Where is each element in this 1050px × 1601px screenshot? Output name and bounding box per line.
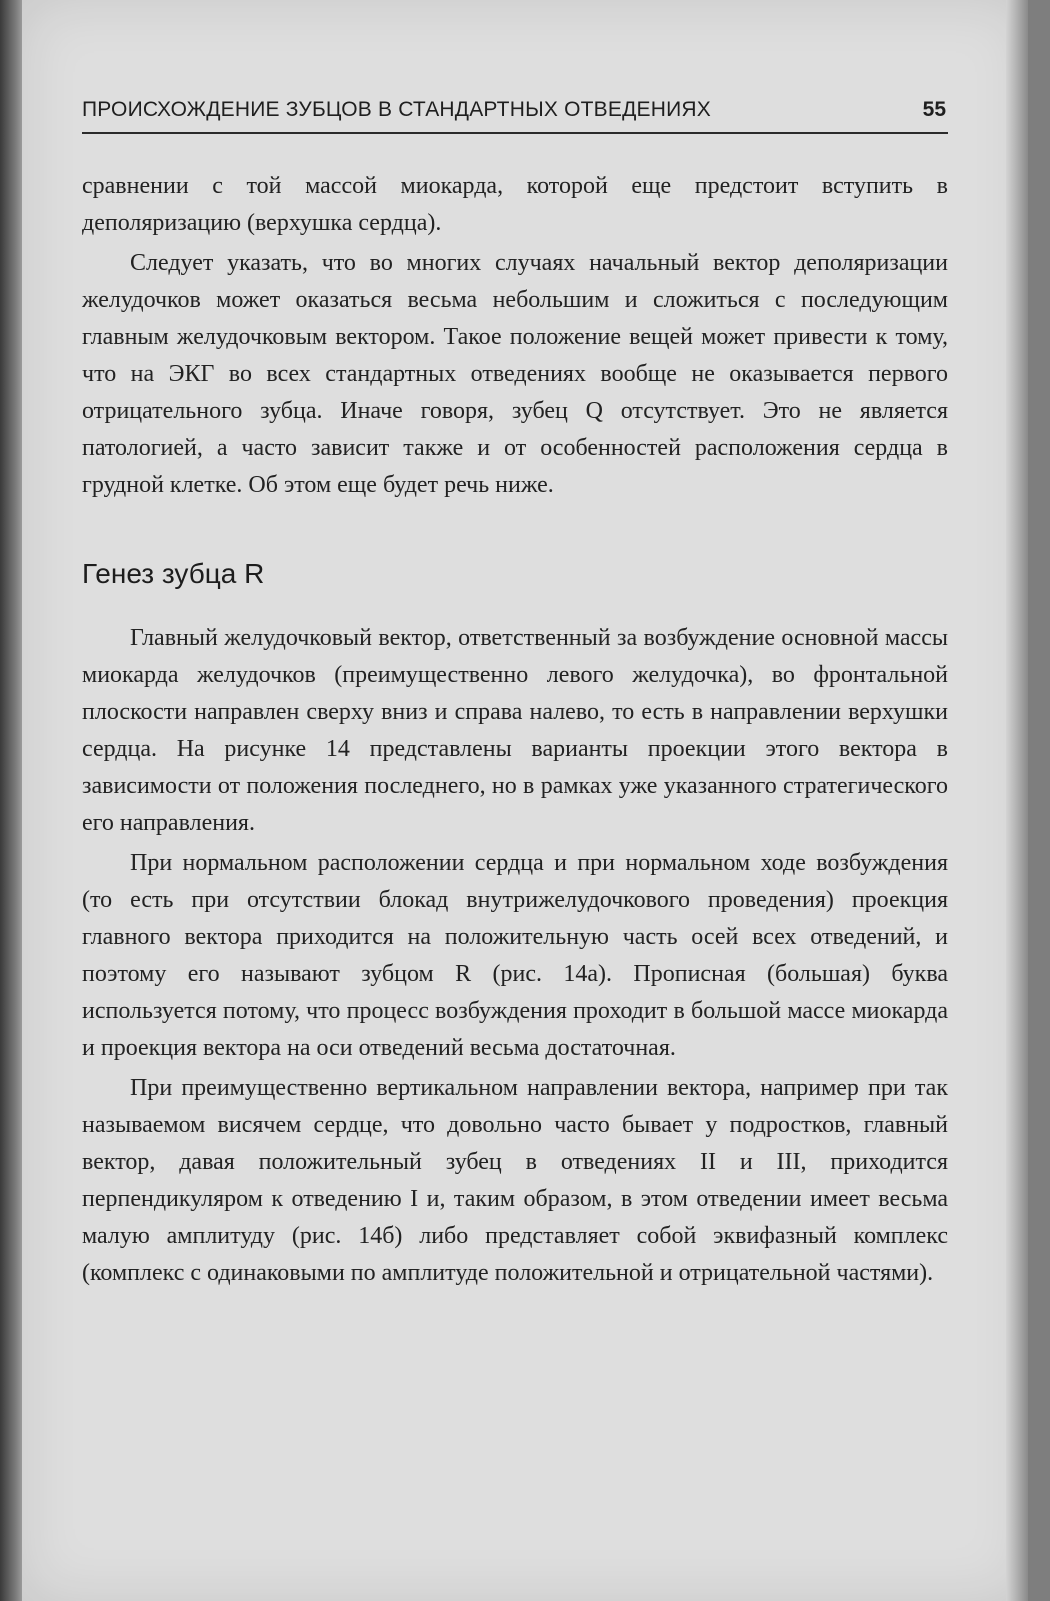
page-body [82,168,948,1292]
running-title: ПРОИСХОЖДЕНИЕ ЗУБЦОВ В СТАНДАРТНЫХ ОТВЕДЕНИЯХ [82,98,711,121]
page-header [82,96,948,134]
paragraph-continued: сравнении с той массой миокарда, которой еще предстоит вступить в деполяризацию (верхушка сердца). [82,173,948,236]
paragraph: Следует указать, что во многих случаях начальный вектор деполяризации желудочков может оказаться весьма небольшим и сложиться с последующим главным желудочковым вектором. Такое положение вещей может привести к тому, что на ЭКГ во всех стандартных отведениях вообще не оказывается первого отрицательного зубца. Иначе говоря, зубец Q отсутствует. Это не является патологией, а часто зависит также и от особенностей расположения сердца в грудной клетке. Об этом еще будет речь ниже. [82,250,948,498]
paragraph: Главный желудочковый вектор, ответственный за возбуждение основной массы миокарда желудочков (преимущественно левого желудочка), во фронтальной плоскости направлен сверху вниз и справа налево, то есть в направлении верхушки сердца. На рисунке 14 представлены варианты проекции этого вектора в зависимости от положения последнего, но в рамках уже указанного стратегического его направления. [82,625,948,836]
section-heading: Генез зубца R [82,558,265,589]
book-page [22,0,1028,1601]
paragraph: При преимущественно вертикальном направлении вектора, например при так называемом висячем сердце, что довольно часто бывает у подростков, главный вектор, давая положительный зубец в отведениях II и III, приходится перпендикуляром к отведению I и, таким образом, в этом отведении имеет весьма малую амплитуду (рис. 14б) либо представляет собой эквифазный комплекс (комплекс с одинаковыми по амплитуде положительной и отрицательной частями). [82,1075,948,1286]
page-number: 55 [922,98,946,121]
paragraph: При нормальном расположении сердца и при нормальном ходе возбуждения (то есть при отсутствии блокад внутрижелудочкового проведения) проекция главного вектора приходится на положительную часть осей всех отведений, и поэтому его называют зубцом R (рис. 14а). Прописная (большая) буква используется потому, что процесс возбуждения проходит в большой массе миокарда и проекция вектора на оси отведений весьма достаточная. [82,850,948,1061]
page-edge [1006,0,1028,1601]
book-spine-shadow [0,0,22,1601]
